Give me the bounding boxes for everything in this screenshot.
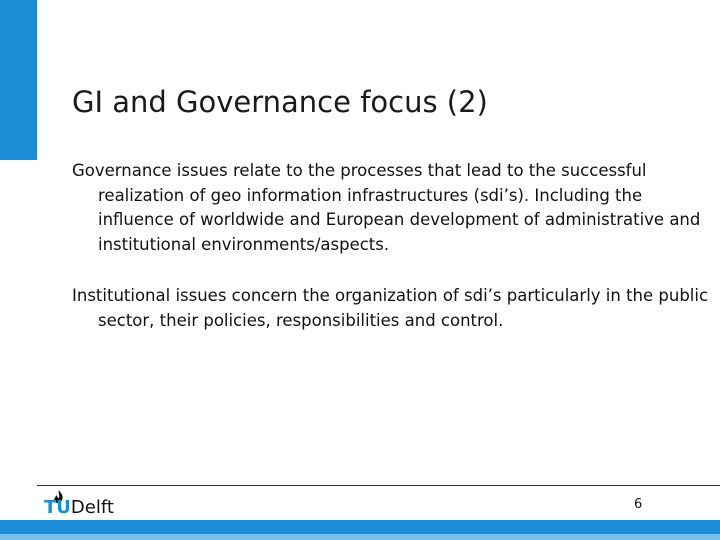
slide-title: GI and Governance focus (2) bbox=[72, 85, 488, 119]
logo-text bbox=[44, 498, 114, 518]
paragraph-institutional: Institutional issues concern the organization of sdi’s particularly in the public sector, their policies, responsibilities and control. bbox=[72, 286, 709, 330]
bottom-bar-light bbox=[0, 534, 720, 540]
accent-bar bbox=[0, 0, 37, 160]
tudelft-logo bbox=[44, 490, 154, 520]
logo-tu: TU bbox=[44, 497, 71, 518]
footer-divider bbox=[37, 485, 720, 486]
logo-delft: Delft bbox=[70, 497, 114, 518]
page-number: 6 bbox=[634, 497, 643, 512]
paragraph-governance: Governance issues relate to the processes that lead to the successful realization of geo information infrastructures (sdi’s). Including the influence of worldwide and European development of administrative and institutional environments/aspects. bbox=[72, 161, 701, 254]
